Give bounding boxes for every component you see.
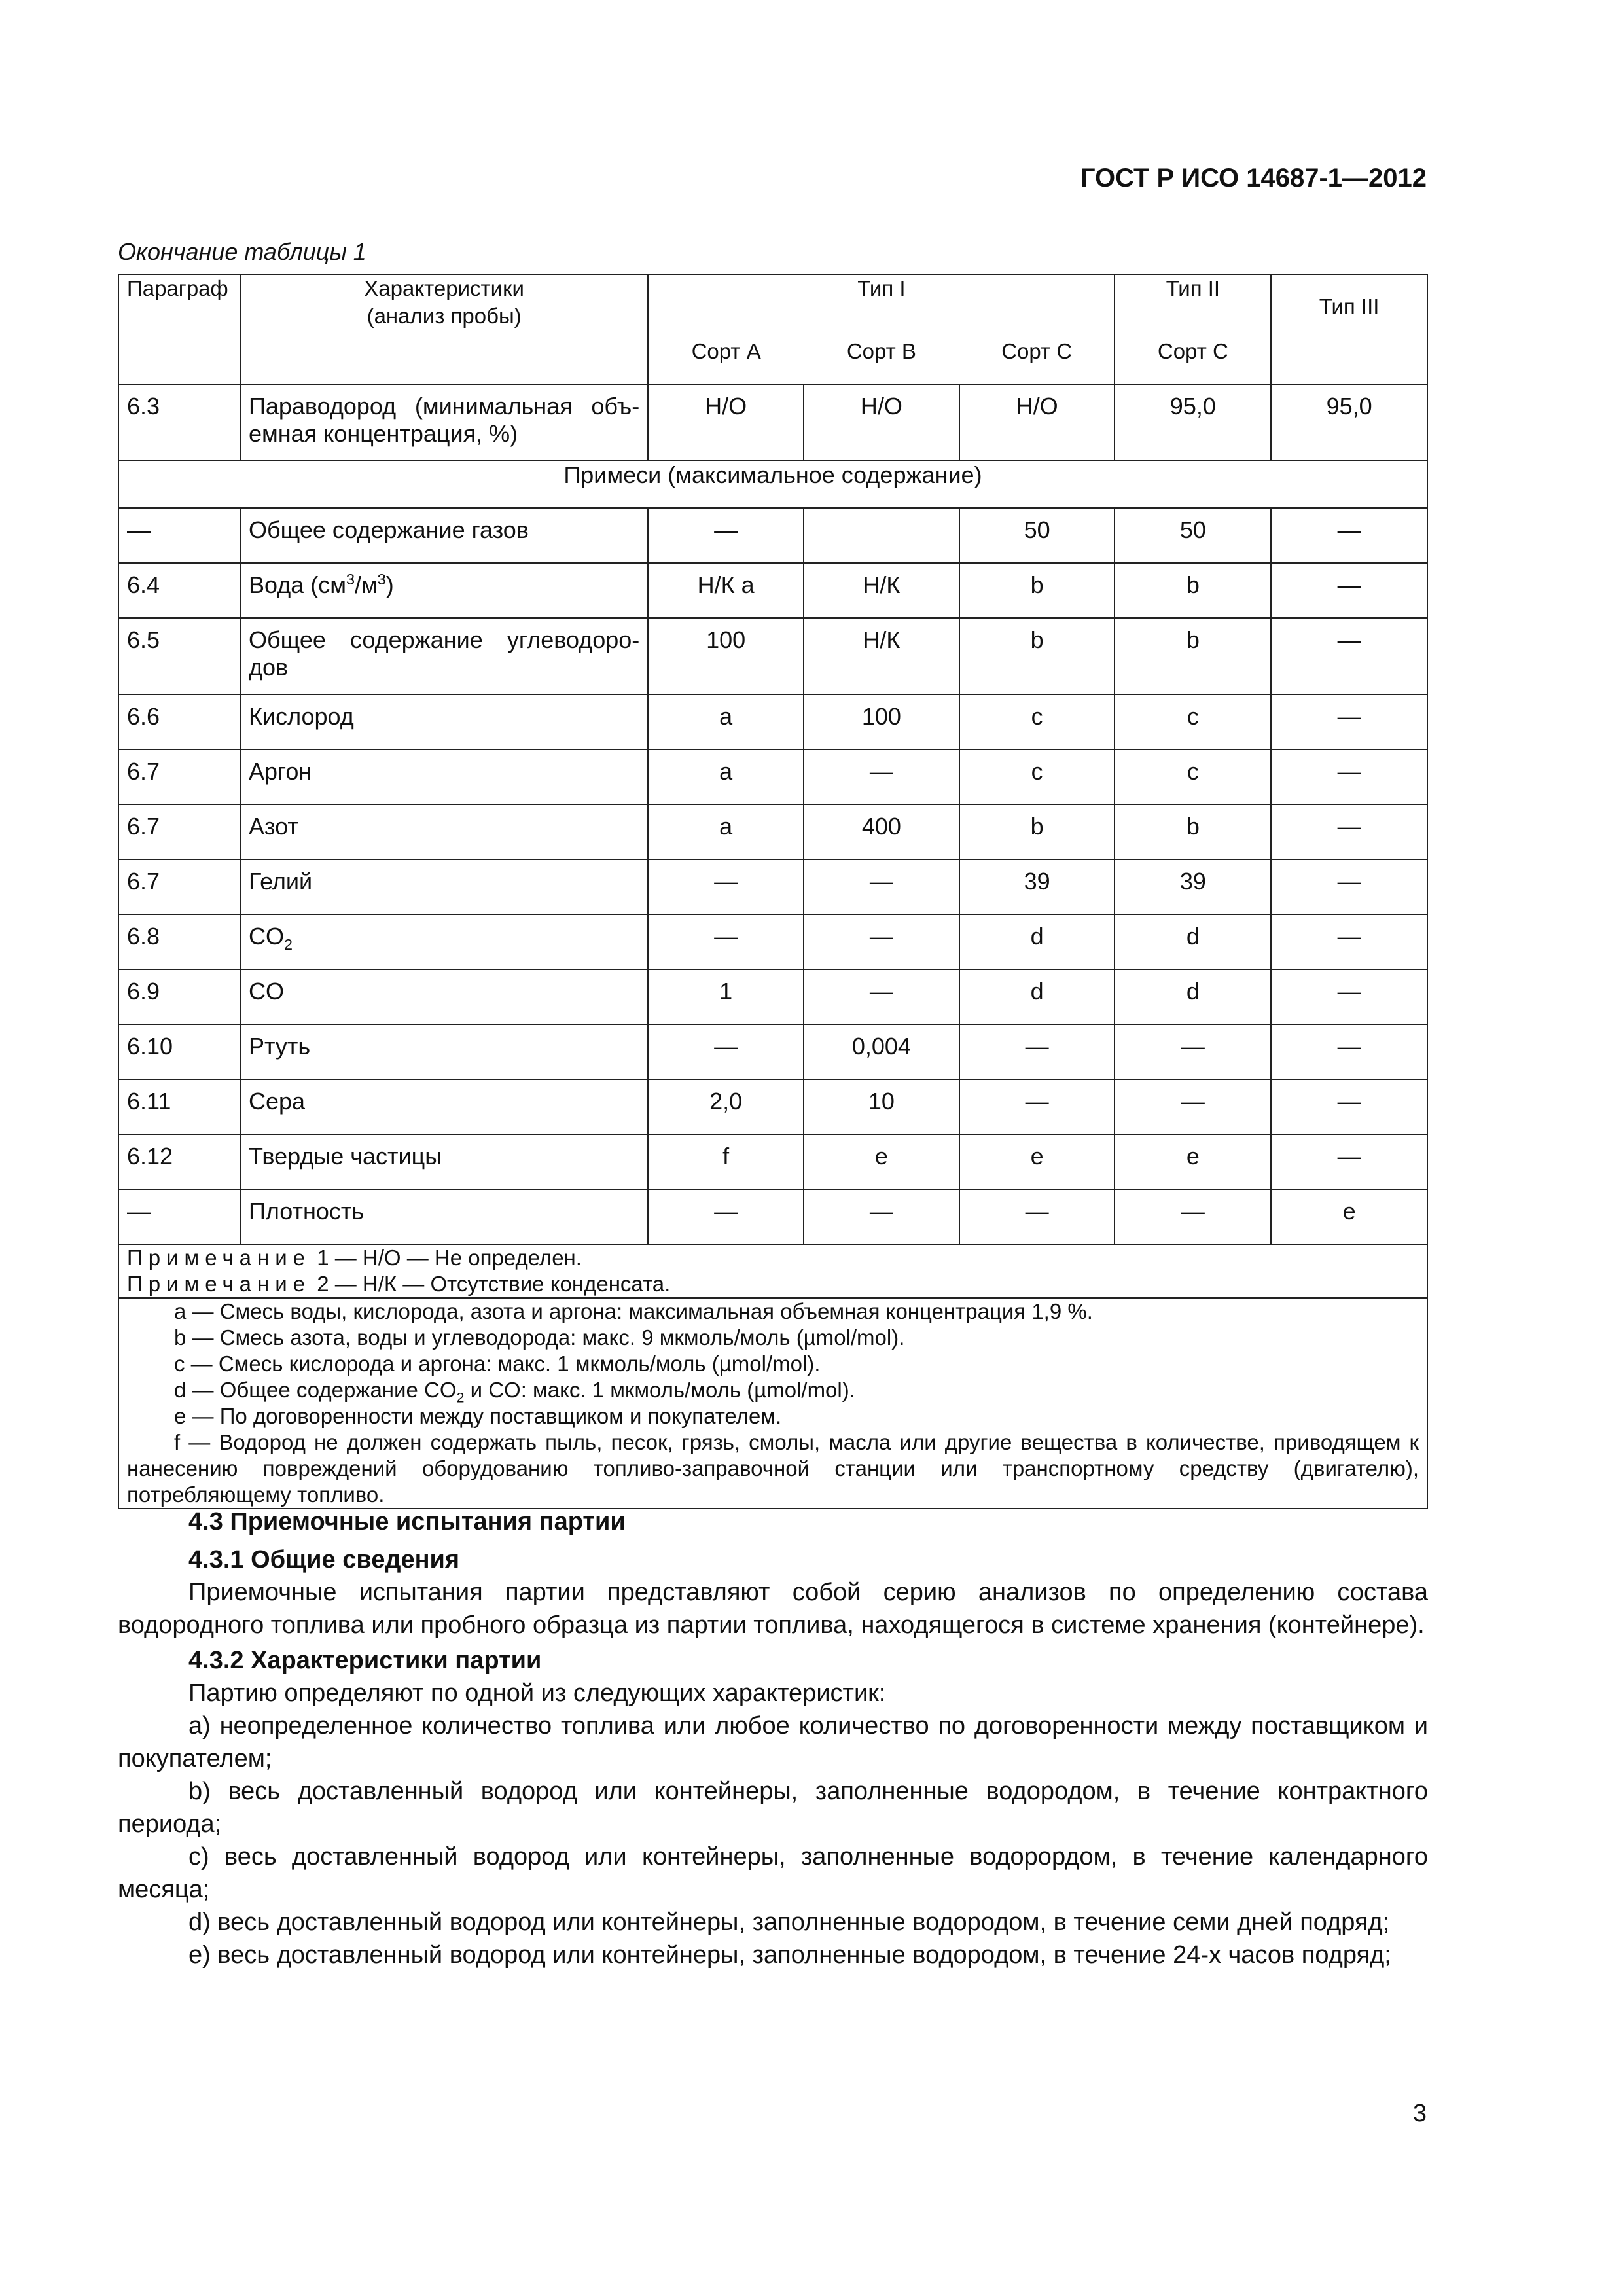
table-row [118, 1024, 1427, 1079]
page-number: 3 [1412, 2100, 1427, 2127]
section-title: Примеси (максимальное содержание) [118, 461, 1427, 508]
row-value: d [1115, 914, 1271, 969]
heading-4-3: 4.3 Приемочные испытания партии [188, 1508, 626, 1535]
row-characteristic: Сера [240, 1079, 648, 1134]
row-value: b [1115, 563, 1271, 618]
row-value: 400 [804, 804, 959, 859]
row-value: b [1115, 804, 1271, 859]
paragraph-general: Приемочные испытания партии представляют собой серию анализов по определению состава водородного топлива или пробного образца из партии топлива, находящегося в системе хранения (контейнере). [118, 1579, 1428, 1639]
row-characteristic: $CO_2$ [240, 914, 648, 969]
table-row [118, 914, 1427, 969]
row-value: b [959, 804, 1115, 859]
table-header-row [118, 274, 1427, 338]
heading-4-3-1: 4.3.1 Общие сведения [188, 1546, 460, 1573]
row-value: 50 [1115, 508, 1271, 563]
row-value: a [648, 804, 804, 859]
list-item-d: d) весь доставленный водород или контейнеры, заполненные водородом, в течение семи дней подряд; [188, 1909, 1390, 1936]
row-value: 2,0 [648, 1079, 804, 1134]
row-value: — [959, 1079, 1115, 1134]
footnote-d: d — Общее содержание $CO_2$ и CO: макс. 1 мкмоль/моль (µmol/mol). [174, 1378, 855, 1406]
row-characteristic: Параводород (минимальная объ-емная концентрация, %) [240, 384, 648, 461]
row-value: c [1115, 749, 1271, 804]
table-row [118, 804, 1427, 859]
header-characteristics-line1: Характеристики [364, 276, 524, 300]
row-value: — [1271, 1134, 1427, 1189]
header-characteristics-line2: (анализ пробы) [366, 304, 522, 328]
table-footnotes-row [118, 1298, 1427, 1509]
table-caption: Окончание таблицы 1 [118, 238, 366, 265]
row-characteristic: Ртуть [240, 1024, 648, 1079]
row-value: Н/К [804, 618, 959, 694]
row-characteristic: Кислород [240, 694, 648, 749]
list-item-c: c) весь доставленный водород или контейнеры, заполненные водорордом, в течение календарного месяца; [118, 1843, 1428, 1903]
row-paragraph: 6.7 [118, 749, 240, 804]
row-value: — [1115, 1079, 1271, 1134]
row-value: Н/О [959, 384, 1115, 461]
table-notes-row [118, 1244, 1427, 1298]
row-characteristic: Общее содержание газов [240, 508, 648, 563]
row-paragraph: 6.7 [118, 859, 240, 914]
header-paragraph: Параграф [118, 274, 240, 384]
row-characteristic: Гелий [240, 859, 648, 914]
row-value: d [959, 914, 1115, 969]
row-characteristic: Плотность [240, 1189, 648, 1244]
header-characteristics [240, 274, 648, 384]
footnote-e: e — По договоренности между поставщиком и покупателем. [174, 1404, 782, 1428]
table-row [118, 384, 1427, 461]
row-value: — [959, 1024, 1115, 1079]
row-characteristic: CO [240, 969, 648, 1024]
header-type2: Тип II [1115, 274, 1271, 338]
specification-table [118, 274, 1428, 1509]
row-paragraph: 6.11 [118, 1079, 240, 1134]
footnote-c: c — Смесь кислорода и аргона: макс. 1 мкмоль/моль (µmol/mol). [174, 1352, 821, 1376]
row-value: 95,0 [1271, 384, 1427, 461]
row-value: — [1271, 914, 1427, 969]
row-value: b [959, 563, 1115, 618]
row-value: Н/О [804, 384, 959, 461]
row-value: b [1115, 618, 1271, 694]
row-value: — [1271, 1079, 1427, 1134]
row-value: 50 [959, 508, 1115, 563]
row-value: 10 [804, 1079, 959, 1134]
table-row [118, 969, 1427, 1024]
row-value: 100 [804, 694, 959, 749]
header-grade-c-type2: Сорт С [1115, 338, 1271, 384]
note-1: Примечание 1 — Н/О — Не определен. [127, 1246, 582, 1270]
row-value: 39 [959, 859, 1115, 914]
header-type1: Тип I [648, 274, 1115, 338]
row-value: c [959, 749, 1115, 804]
row-value: — [1115, 1024, 1271, 1079]
section-row [118, 461, 1427, 508]
row-value: — [959, 1189, 1115, 1244]
row-value: — [804, 969, 959, 1024]
row-value: b [959, 618, 1115, 694]
row-value: — [648, 508, 804, 563]
row-value: — [648, 1189, 804, 1244]
table-row [118, 749, 1427, 804]
section-4-3 [118, 1505, 1428, 1971]
footnote-b: b — Смесь азота, воды и углеводорода: макс. 9 мкмоль/моль (µmol/mol). [174, 1325, 905, 1350]
row-value: — [1271, 804, 1427, 859]
row-paragraph: — [118, 508, 240, 563]
row-value: — [1271, 969, 1427, 1024]
row-value: e [804, 1134, 959, 1189]
row-paragraph: 6.4 [118, 563, 240, 618]
row-value: c [1115, 694, 1271, 749]
row-characteristic: Азот [240, 804, 648, 859]
row-characteristic: Твердые частицы [240, 1134, 648, 1189]
row-value: e [1271, 1189, 1427, 1244]
row-paragraph: 6.3 [118, 384, 240, 461]
row-value: — [804, 1189, 959, 1244]
row-characteristic: Общее содержание углеводоро-дов [240, 618, 648, 694]
row-value: — [1271, 694, 1427, 749]
row-paragraph: 6.5 [118, 618, 240, 694]
list-item-a: a) неопределенное количество топлива или любое количество по договоренности между поставщиком и покупателем; [118, 1712, 1428, 1772]
row-value: — [1271, 563, 1427, 618]
table-row [118, 1189, 1427, 1244]
row-value: e [959, 1134, 1115, 1189]
row-value: — [648, 859, 804, 914]
row-value: Н/К а [648, 563, 804, 618]
row-value: Н/О [648, 384, 804, 461]
row-paragraph: 6.6 [118, 694, 240, 749]
row-value: — [1271, 749, 1427, 804]
row-value: e [1115, 1134, 1271, 1189]
table-row [118, 508, 1427, 563]
standard-designation: ГОСТ Р ИСО 14687-1—2012 [1080, 164, 1427, 192]
paragraph-lot: Партию определяют по одной из следующих характеристик: [188, 1679, 886, 1707]
table-notes [118, 1244, 1427, 1298]
footnote-a: a — Смесь воды, кислорода, азота и аргона: максимальная объемная концентрация 1,9 %. [174, 1299, 1093, 1323]
table-row [118, 1079, 1427, 1134]
row-value: 95,0 [1115, 384, 1271, 461]
header-grade-b: Сорт В [804, 338, 959, 384]
row-value: d [1115, 969, 1271, 1024]
row-value: 100 [648, 618, 804, 694]
row-value: — [1271, 508, 1427, 563]
header-grade-a: Сорт А [648, 338, 804, 384]
row-paragraph: 6.9 [118, 969, 240, 1024]
row-value: f [648, 1134, 804, 1189]
table-row [118, 1134, 1427, 1189]
heading-4-3-2: 4.3.2 Характеристики партии [188, 1647, 542, 1674]
row-value: — [804, 749, 959, 804]
row-value: — [1271, 618, 1427, 694]
row-paragraph: 6.12 [118, 1134, 240, 1189]
table-footnotes [118, 1298, 1427, 1509]
row-value: c [959, 694, 1115, 749]
row-value: — [1271, 859, 1427, 914]
header-grade-c: Сорт С [959, 338, 1115, 384]
row-value: — [804, 859, 959, 914]
row-value: — [1115, 1189, 1271, 1244]
row-value [804, 508, 959, 563]
row-value: d [959, 969, 1115, 1024]
row-value: 1 [648, 969, 804, 1024]
table-row [118, 859, 1427, 914]
row-value: a [648, 749, 804, 804]
table-row [118, 563, 1427, 618]
list-item-e: e) весь доставленный водород или контейнеры, заполненные водородом, в течение 24-х часов подряд; [188, 1941, 1391, 1969]
row-characteristic: Аргон [240, 749, 648, 804]
row-value: — [648, 914, 804, 969]
row-paragraph: 6.7 [118, 804, 240, 859]
row-value: — [1271, 1024, 1427, 1079]
header-type3: Тип III [1271, 274, 1427, 384]
row-value: 0,004 [804, 1024, 959, 1079]
row-value: — [804, 914, 959, 969]
table-row [118, 618, 1427, 694]
row-paragraph: — [118, 1189, 240, 1244]
row-value: 39 [1115, 859, 1271, 914]
row-paragraph: 6.8 [118, 914, 240, 969]
list-item-b: b) весь доставленный водород или контейнеры, заполненные водородом, в течение контрактного периода; [118, 1778, 1428, 1838]
footnote-f: f — Водород не должен содержать пыль, песок, грязь, смолы, масла или другие вещества в количестве, приводящем к нанесению повреждений оборудованию топливо-заправочной станции или транспортному средству (двигателю), потребляющему топливо. [127, 1430, 1419, 1507]
row-paragraph: 6.10 [118, 1024, 240, 1079]
note-2: Примечание 2 — Н/К — Отсутствие конденсата. [127, 1272, 671, 1296]
row-characteristic: Вода $(см^3/м^3)$ [240, 563, 648, 618]
row-value: — [648, 1024, 804, 1079]
row-value: Н/К [804, 563, 959, 618]
row-value: a [648, 694, 804, 749]
table-row [118, 694, 1427, 749]
